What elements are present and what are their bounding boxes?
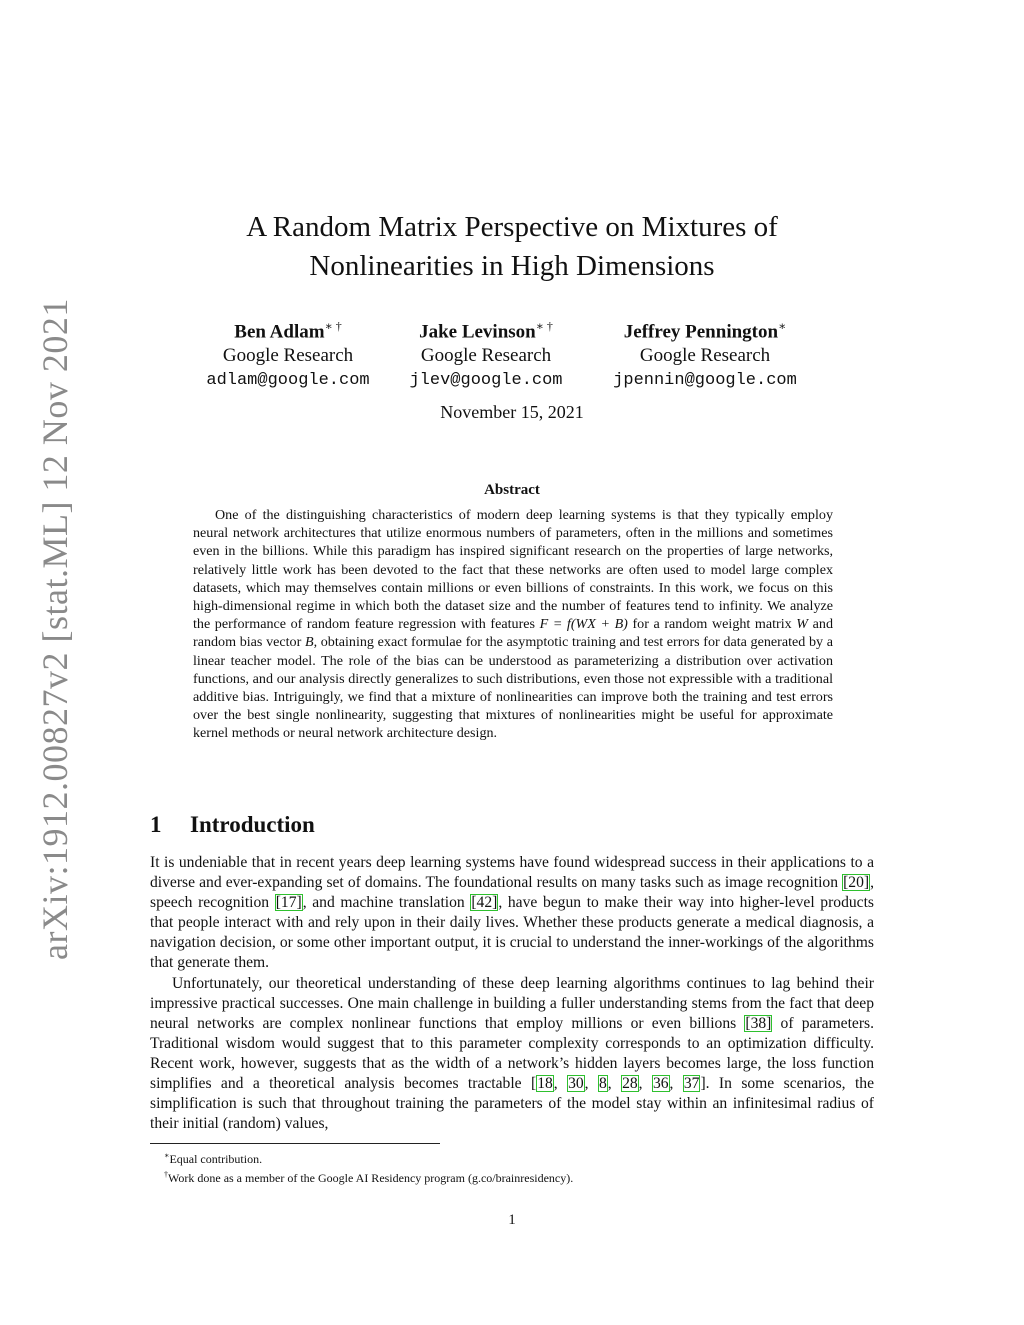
author-email[interactable]: jpennin@google.com: [613, 371, 797, 391]
author-email[interactable]: jlev@google.com: [409, 371, 563, 391]
page-number: 1: [508, 1212, 516, 1228]
author-affiliation: Google Research: [222, 345, 354, 367]
author-block: [200, 314, 376, 393]
citation-link[interactable]: [20]: [843, 874, 870, 891]
section-title: Introduction: [190, 812, 315, 837]
footnote-residency: †Work done as a member of the Google AI Residency program (g.co/brainresidency).: [164, 1170, 574, 1185]
author-marks: ∗: [778, 319, 787, 333]
author-list: [150, 314, 874, 394]
author-affiliation: Google Research: [639, 345, 771, 367]
paper-title: [150, 208, 874, 286]
citation-link[interactable]: 30: [568, 1075, 584, 1092]
citation-link[interactable]: [42]: [471, 894, 498, 911]
variable-b: B: [304, 634, 314, 651]
formula-features: F = f(WX + B): [539, 616, 628, 633]
author-block: [400, 314, 572, 393]
author-email[interactable]: adlam@google.com: [206, 371, 370, 391]
section-number: 1: [150, 812, 162, 837]
citation-link[interactable]: 18: [537, 1075, 553, 1092]
author-marks: ∗ †: [324, 319, 342, 333]
citation-link[interactable]: 37: [683, 1075, 700, 1092]
footnote-equal-contribution: ∗Equal contribution.: [164, 1151, 263, 1166]
author-name: Jeffrey Pennington∗: [623, 319, 787, 343]
citation-link[interactable]: 8: [598, 1075, 607, 1092]
section-heading-introduction: [150, 810, 315, 840]
abstract-heading: Abstract: [484, 482, 540, 498]
publication-date: November 15, 2021: [440, 402, 584, 422]
citation-link[interactable]: [38]: [745, 1015, 772, 1032]
author-name: Jake Levinson∗ †: [419, 319, 553, 343]
footnotes: [164, 1148, 573, 1186]
abstract-text: One of the distinguishing characteristics of modern deep learning systems is that they typically employ neural network architectures that utilize enormous numbers of parameters, often in the millions and sometimes even in the billions. While this paradigm has inspired significant research on the properties of large networks, relatively little work has been devoted to the fact that these networks are often used to model large complex datasets, which may themselves contain millions or even billions of constraints. In this work, we focus on this high-dimensional regime in which both the dataset size and the number of features tend to infinity. We analyze the performance of random feature regression with features F = f(WX + B) for a random weight matrix W and random bias vector B, obtaining exact formulae for the asymptotic training and test errors for data generated by a linear teacher model. The role of the bias can be understood as parameterizing a distribution over activation functions, and our analysis directly generalizes to such distributions, even those not expressible with a traditional additive bias. Intriguingly, we find that a mixture of nonlinearities can improve both the training and test errors over the best single nonlinearity, suggesting that mixtures of nonlinearities might be useful for approximate kernel methods or neural network architecture design.: [193, 507, 833, 742]
title-line-2: Nonlinearities in High Dimensions: [309, 250, 715, 282]
citation-link[interactable]: 28: [622, 1075, 638, 1092]
citation-link[interactable]: 36: [652, 1075, 669, 1092]
author-marks: ∗ †: [535, 319, 553, 333]
title-line-1: A Random Matrix Perspective on Mixtures of: [246, 211, 778, 243]
citation-link[interactable]: [17]: [275, 894, 302, 911]
author-affiliation: Google Research: [420, 345, 552, 367]
variable-w: W: [796, 616, 809, 633]
author-name: Ben Adlam∗ †: [234, 319, 342, 343]
intro-paragraph-1: It is undeniable that in recent years deep learning systems have found widespread success in their applications to a diverse and ever-expanding set of domains. The foundational results on many tasks such as image recognition [20], speech recognition [17], and machine translation [42], have begun to make their way into higher-level products that people interact with and rely upon in their daily lives. Whether these products generate a medical diagnosis, a navigation decision, or some other important output, it is crucial to understand the inner-workings of the algorithms that generate them.: [150, 854, 875, 971]
intro-paragraph-2: Unfortunately, our theoretical understanding of these deep learning algorithms continues to lag behind their impressive practical successes. One main challenge in building a fuller understanding stems from the fact that deep neural networks are complex nonlinear functions that employ millions or even billions [38] of parameters. Traditional wisdom would suggest that to this parameter complexity corresponds to an optimization difficulty. Recent work, however, suggests that as the width of a network’s hidden layers becomes large, the loss function simplifies and a theoretical analysis becomes tractable [18, 30, 8, 28, 36, 37]. In some scenarios, the simplification is such that throughout training the parameters of the model stay within an infinitesimal radius of their initial (random) values,: [150, 975, 874, 1132]
author-block: [600, 314, 810, 393]
arxiv-identifier-stamp: arXiv:1912.00827v2 [stat.ML] 12 Nov 2021: [35, 298, 75, 960]
footnote-divider: [150, 1143, 440, 1144]
